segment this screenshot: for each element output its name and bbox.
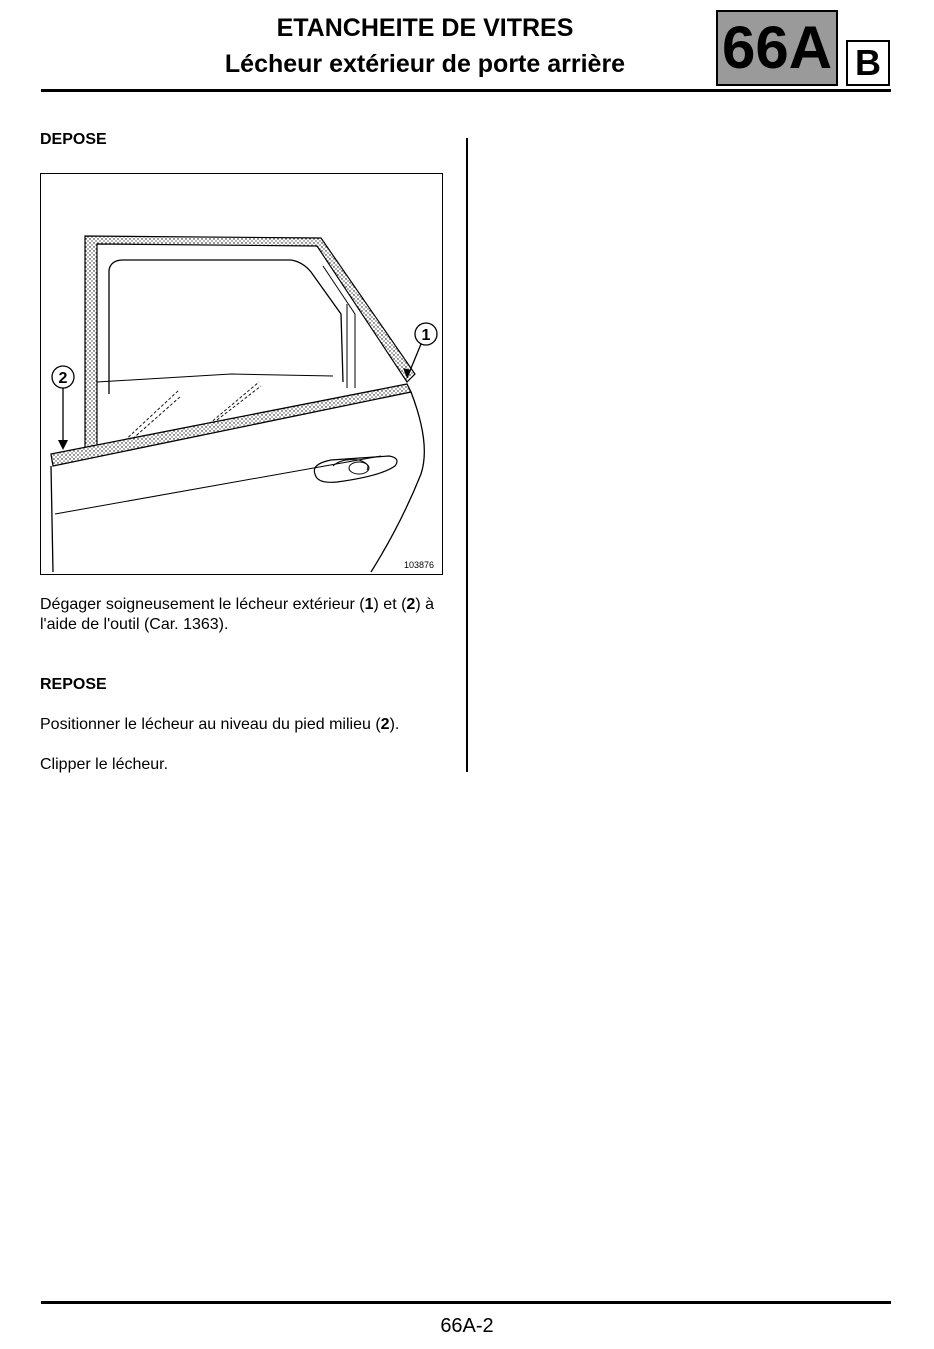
door-drawing [41, 174, 441, 573]
door-seal-figure [40, 173, 443, 575]
repose-step-2: Clipper le lécheur. [40, 756, 169, 773]
page-number: 66A-2 [440, 1315, 494, 1337]
figure-reference: 103876 [403, 560, 434, 570]
callout-1-label: 1 [421, 327, 431, 344]
belt-line-seal [51, 384, 411, 466]
depose-instruction: Dégager soigneusement le lécheur extérieur (1) et (2) à l'aide de l'outil (Car. 1363). [40, 596, 434, 633]
depose-heading: DEPOSE [40, 131, 107, 148]
column-divider [466, 138, 468, 772]
page-title: ETANCHEITE DE VITRES [276, 14, 574, 42]
section-code-badge: 66A [716, 10, 838, 86]
page-subtitle: Lécheur extérieur de porte arrière [224, 50, 626, 78]
variant-badge: B [846, 40, 890, 86]
header-rule [41, 89, 891, 92]
repose-heading: REPOSE [40, 676, 107, 693]
repose-step-1: Positionner le lécheur au niveau du pied milieu (2). [40, 716, 400, 733]
footer-rule [41, 1301, 891, 1304]
callout-2-label: 2 [58, 370, 68, 387]
